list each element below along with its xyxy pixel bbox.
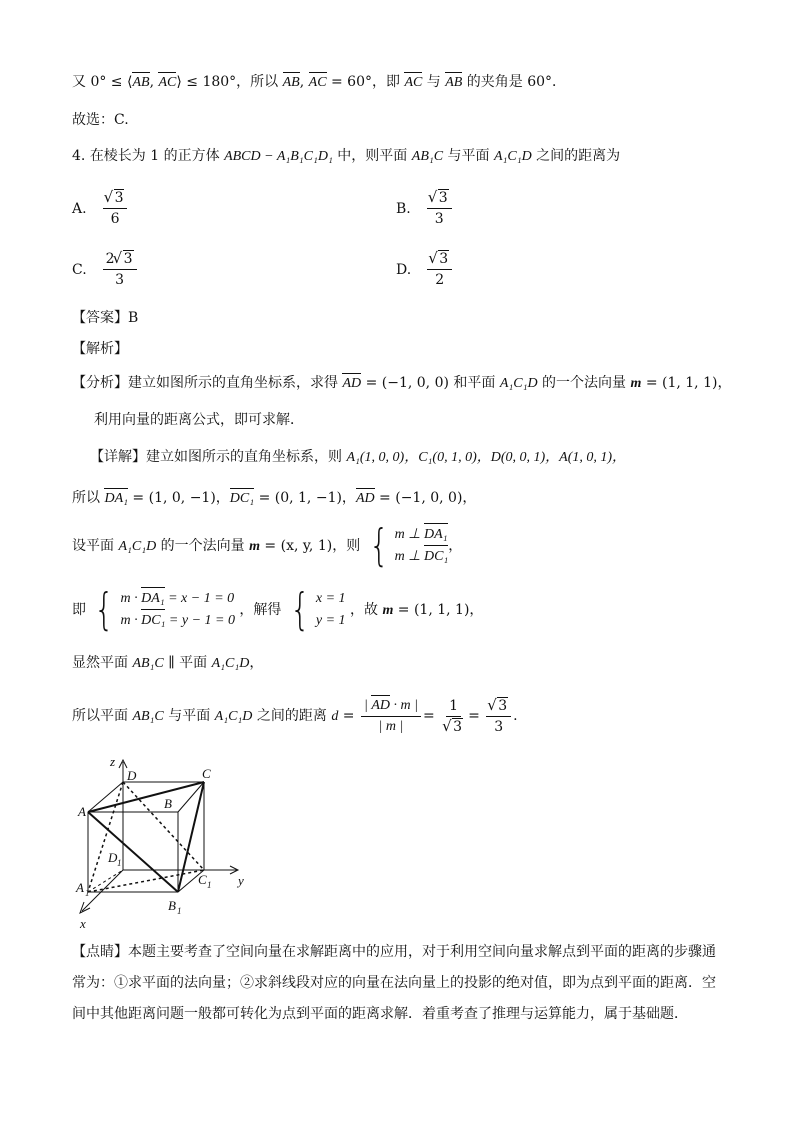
plane: AB₁C (132, 709, 164, 724)
choice-line: 故选：C. (72, 112, 129, 128)
radicand: 3 (498, 697, 508, 714)
vector-ac: AC (309, 73, 327, 93)
text: 的一个法向量 (156, 538, 250, 554)
text: = (338, 708, 359, 724)
label-a1: A (76, 880, 84, 895)
answer-tag: 【答案】 (72, 310, 128, 326)
vector-ad: AD (371, 696, 390, 716)
radicand: 3 (439, 251, 449, 267)
numerator: 1 (446, 696, 461, 717)
answer-line (72, 308, 138, 328)
comment-line-1 (72, 942, 716, 962)
cube-diagram (70, 752, 260, 932)
text: = 60°，即 (326, 74, 405, 90)
comment-line-3: 间中其他距离问题一般都可转化为点到平面的距离求解．着重考查了推理与运算能力，属于基础题． (72, 1006, 688, 1022)
text: ⟩ ≤ 180°，所以 (176, 74, 283, 90)
text: 所以平面 (72, 708, 133, 724)
solution-system (286, 584, 346, 635)
label-a: A (78, 804, 86, 819)
text: = (1, 1, 1)， (393, 602, 484, 618)
cube-name: ABCD − A₁B₁C₁D₁ (224, 149, 333, 164)
option-label: D. (396, 261, 412, 278)
label-d1: D (108, 850, 118, 865)
label-b: B (164, 796, 172, 811)
text: 设平面 (72, 538, 119, 554)
fenxi-line (72, 373, 731, 394)
text: ∥ 平面 (163, 655, 212, 671)
text: ，解得 (239, 602, 282, 618)
detail-tag: 【详解】 (90, 449, 146, 465)
text: 在棱长为 1 的正方体 (89, 148, 225, 164)
brace-icon: { (290, 584, 310, 635)
text: m · (120, 591, 142, 606)
text: = (0, 1, −1)， (254, 490, 356, 506)
comment-line-2: 常为：①求平面的法向量；②求斜线段对应的向量在法向量上的投影的绝对值，即为点到平面的距离．空 (72, 975, 716, 991)
radicand: 3 (114, 190, 124, 206)
detail-line-1 (90, 447, 626, 468)
plane: AB₁C (132, 656, 164, 671)
text: 建立如图所示的直角坐标系，求得 (128, 375, 343, 391)
option-c[interactable] (72, 249, 139, 290)
radicand: 3 (123, 251, 133, 267)
coordinates: A₁(1, 0, 0)，C₁(0, 1, 0)，D(0, 0, 1)，A(1, 0, 1)， (346, 450, 627, 465)
text: 所以 (72, 490, 105, 506)
detail-equations (72, 584, 484, 635)
text: = (x, y, 1)，则 (259, 538, 361, 554)
vector-da1: DA₁ (424, 524, 448, 546)
option-label: A. (72, 200, 87, 217)
text: ， (249, 655, 264, 671)
radicand: 3 (453, 718, 463, 735)
fenxi-line-2: 利用向量的距离公式，即可求解． (94, 412, 304, 428)
text: m · (120, 613, 142, 628)
solution-y: y = 1 (315, 613, 346, 628)
label-b1: B (168, 898, 176, 913)
vector-dc1: DC₁ (230, 489, 254, 509)
analysis-tag (72, 339, 128, 359)
plane-ab1c: AB₁C (411, 149, 444, 164)
plane: A₁C₁D (214, 709, 253, 724)
vector-ab: AB (283, 73, 300, 93)
label-d1-sub: 1 (117, 858, 122, 868)
text: 之间的距离 (252, 708, 332, 724)
text: = (−1, 0, 0)， (374, 490, 477, 506)
text: · m | (389, 697, 418, 713)
denominator: 3 (434, 211, 444, 227)
denominator: 6 (110, 211, 120, 227)
detail-vectors (72, 488, 476, 509)
vector-dc1: DC₁ (424, 546, 448, 568)
text: , (149, 74, 159, 90)
text: 与平面 (163, 708, 215, 724)
plane: A₁C₁D (211, 656, 250, 671)
text: , (299, 74, 309, 90)
vector-dc1: DC₁ (141, 610, 165, 632)
vector-ad: AD (356, 489, 375, 509)
text: = (−1, 0, 0) 和平面 (361, 375, 500, 391)
normal-vector-m: m (249, 539, 260, 554)
fraction (427, 249, 452, 290)
option-b[interactable] (396, 188, 454, 229)
answer-value: B (128, 310, 139, 326)
label-c1: C (198, 872, 207, 887)
denominator: 3 (115, 272, 125, 288)
label-b1-sub: 1 (177, 906, 182, 916)
vector-da1: DA₁ (141, 588, 165, 610)
solution-x: x = 1 (315, 591, 346, 606)
vector-ac: AC (158, 73, 176, 93)
detail-distance: 所以平面 AB₁C 与平面 A₁C₁D 之间的距离 d = $\frac{| AD \cdot m |}{| m |}$ = 1 √ 3 = √ $\frac{3}{3}$ . (72, 694, 518, 739)
text: m ⊥ (394, 527, 424, 542)
plane: A₁C₁D (499, 376, 538, 391)
equation-system (90, 584, 235, 635)
brace-icon: { (368, 520, 389, 571)
text: 之间的距离为 (531, 148, 621, 164)
text: = y − 1 = 0 (165, 613, 235, 628)
fraction (427, 188, 452, 229)
text: 又 0° ≤ ⟨ (72, 74, 133, 90)
label-z: z (110, 754, 116, 769)
fenxi-tag: 【分析】 (72, 375, 128, 391)
vector-ab: AB (132, 73, 149, 93)
label-a1-sub: 1 (85, 888, 90, 898)
vector-ac: AC (404, 73, 422, 93)
denominator: | m | (378, 718, 404, 734)
analysis-heading: 【解析】 (72, 341, 128, 357)
text: 的夹角是 60°． (462, 74, 567, 90)
option-label: B. (396, 200, 411, 217)
text: = x − 1 = 0 (164, 591, 235, 606)
option-a[interactable] (72, 188, 129, 229)
question-number: 4. (72, 148, 86, 164)
vector-ad: AD (342, 374, 361, 394)
text: 显然平面 (72, 655, 133, 671)
text: 中，则平面 (332, 148, 412, 164)
text: m ⊥ (394, 549, 424, 564)
text: 建立如图所示的直角坐标系，则 (146, 449, 347, 465)
coefficient: 2 (105, 251, 115, 267)
denominator: 3 (494, 718, 504, 735)
line-angle-range (72, 72, 566, 93)
denominator: 2 (435, 272, 445, 288)
question-4 (72, 146, 620, 167)
option-label: C. (72, 261, 87, 278)
distance-formula (361, 696, 421, 737)
detail-normal-setup: 设平面 A₁C₁D 的一个法向量 m = (x, y, 1)，则 { m ⊥ DA₁ m ⊥ DC₁ ， (72, 520, 463, 571)
distance-result (486, 696, 511, 737)
text: 与平面 (443, 148, 494, 164)
vector-da1: DA₁ (104, 489, 128, 509)
option-d[interactable] (396, 249, 454, 290)
text: 与 (422, 74, 446, 90)
plane-a1c1d: A₁C₁D (493, 149, 532, 164)
label-y: y (238, 873, 244, 888)
label-x: x (80, 916, 86, 931)
label-d: D (127, 768, 137, 783)
text: | (363, 697, 372, 713)
detail-parallel (72, 653, 263, 674)
label-c: C (202, 766, 211, 781)
comment-tag: 【点睛】 (72, 944, 128, 960)
label-c1-sub: 1 (207, 880, 212, 890)
perpendicular-system (365, 520, 449, 571)
text: ，故 (350, 602, 383, 618)
normal-vector-m: m (630, 376, 642, 391)
vector-ab: AB (445, 73, 462, 93)
text: 即 (72, 602, 86, 618)
text: 的一个法向量 (537, 375, 631, 391)
fraction (103, 249, 137, 290)
text: . (513, 708, 518, 724)
radicand: 3 (438, 190, 448, 206)
text: = (1, 1, 1)， (641, 375, 732, 391)
fraction (103, 188, 128, 229)
distance-symbol: d (331, 709, 339, 724)
plane: A₁C₁D (118, 539, 157, 554)
distance-value (441, 696, 466, 737)
normal-vector-m: m (382, 603, 394, 618)
text: 本题主要考查了空间向量在求解距离中的应用，对于利用空间向量求解点到平面的距离的步骤通 (128, 944, 716, 960)
text: = (1, 0, −1)， (127, 490, 230, 506)
brace-icon: { (94, 584, 115, 635)
